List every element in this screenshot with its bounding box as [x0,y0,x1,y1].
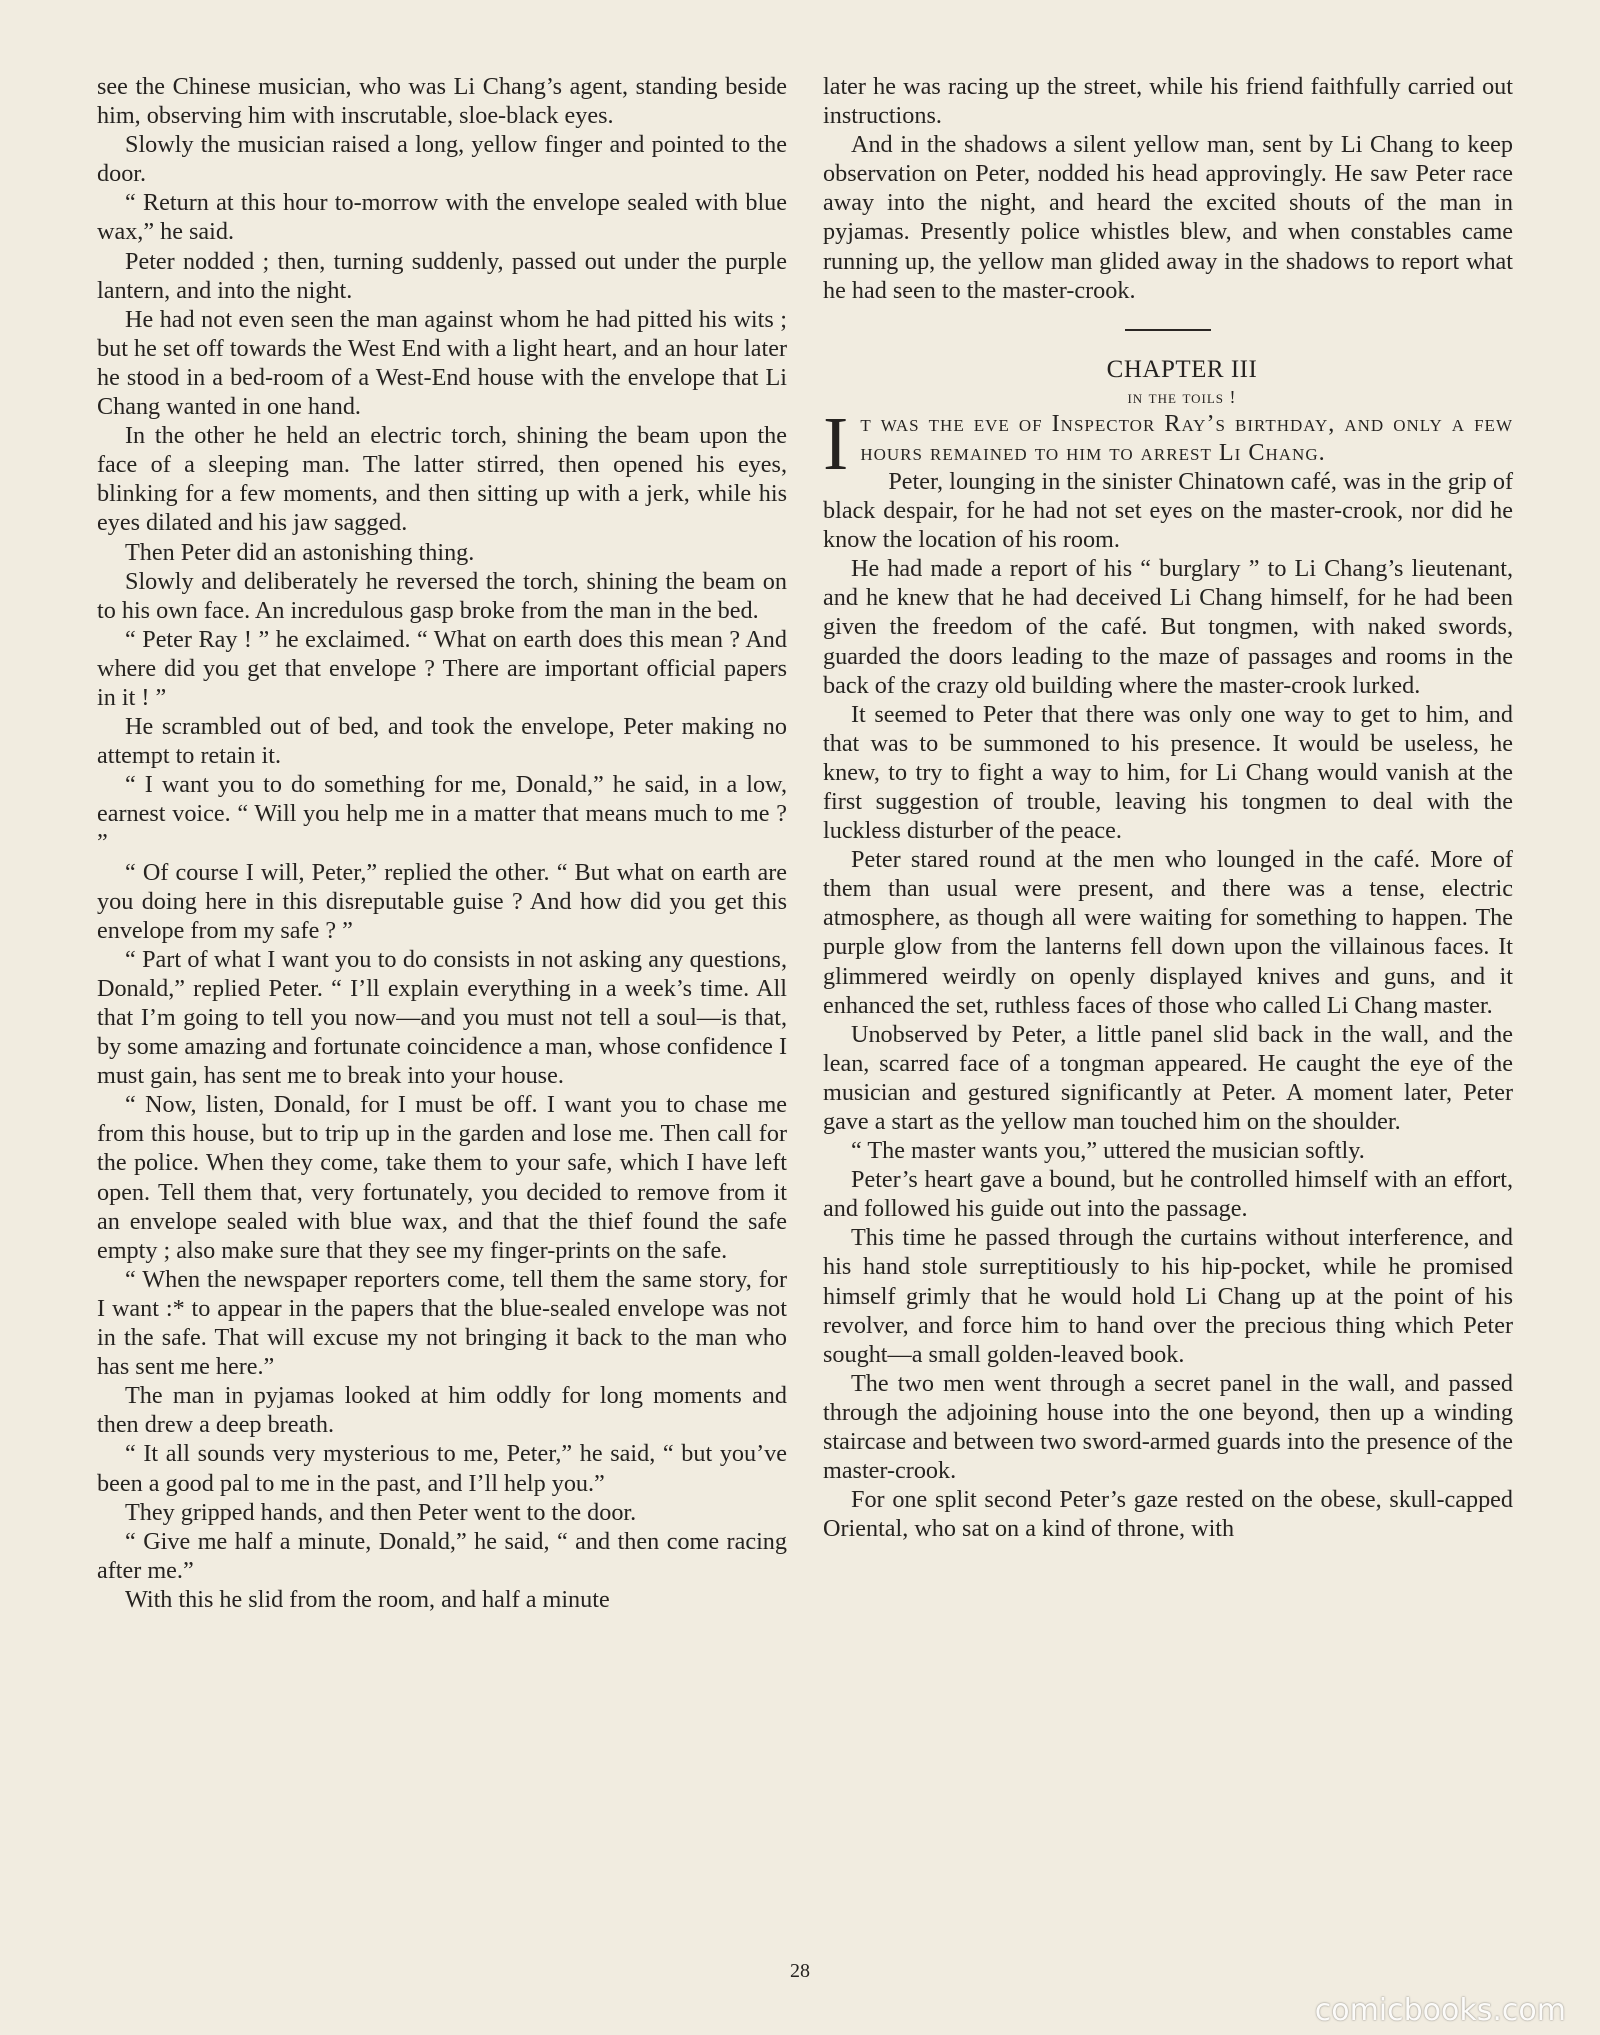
paragraph: And in the shadows a silent yellow man, sent by Li Chang to keep observation on Peter, nodded his head approvingly. He saw Peter race away into the night, and heard the excited shouts of the man in pyjamas. Presently police whistles blew, and when constables came running up, the yellow man glided away in the shadows to report what he had seen to the master-crook. [823,131,1513,304]
chapter-title: CHAPTER III [1106,355,1258,383]
paragraph: This time he passed through the curtains without interference, and his hand stole surreptitiously to his hip-pocket, while he promised himself grimly that he would hold Li Chang up at the point of his revolver, and force him to hand over the precious thing which Peter sought—a small golden-leaved book. [823,1224,1513,1368]
drop-cap: I [823,401,849,486]
paragraph: With this he slid from the room, and half a minute [125,1585,610,1613]
chapter-subtitle: in the toils ! [1127,386,1237,407]
right-column-bottom-text [823,467,1513,1543]
paragraph: He had made a report of his “ burglary ” to Li Chang’s lieutenant, and he knew that he had deceived Li Chang himself, for he had been given the freedom of the café. But tongmen, with naked swords, guarded the doors leading to the maze of passages and rooms in the back of the crazy old building where the master-crook lurked. [823,555,1513,699]
paragraph: The man in pyjamas looked at him oddly for long moments and then drew a deep breath. [97,1382,787,1439]
paragraph: It seemed to Peter that there was only one way to get to him, and that was to be summoned to his presence. It would be useless, he knew, to try to fight a way to him, for Li Chang would vanish at the first suggestion of trouble, leaving his tongmen to deal with the luckless disturber of the peace. [823,700,1513,845]
paragraph: Slowly the musician raised a long, yellow finger and pointed to the door. [97,131,787,188]
section-divider [1125,329,1211,331]
paragraph: He scrambled out of bed, and took the envelope, Peter making no attempt to retain it. [97,713,787,770]
paragraph: “ Of course I will, Peter,” replied the other. “ But what on earth are you doing here in this disreputable guise ? And how did you get this envelope from my safe ? ” [97,858,787,944]
left-column [97,72,787,1614]
paragraph: “ Give me half a minute, Donald,” he said, “ and then come racing after me.” [97,1527,787,1584]
paragraph: “ Peter Ray ! ” he exclaimed. “ What on earth does this mean ? And where did you get that envelope ? There are important official papers in it ! ” [97,625,787,711]
paragraph: For one split second Peter’s gaze rested on the obese, skull-capped Oriental, who sat on a kind of throne, with [823,1486,1513,1543]
paragraph: see the Chinese musician, who was Li Chang’s agent, standing beside him, observing him with inscrutable, sloe-black eyes. [97,73,787,130]
paragraph: He had not even seen the man against whom he had pitted his wits ; but he set off towards the West End with a light heart, and an hour later he stood in a bed-room of a West-End house with the envelope that Li Chang wanted in one hand. [97,305,787,421]
paragraph: Peter stared round at the men who lounged in the café. More of them than usual were present, and there was a tense, electric atmosphere, as though all were waiting for something to happen. The purple glow from the lanterns fell down upon the villainous faces. It glimmered weirdly on openly displayed knives and guns, and it enhanced the set, ruthless faces of those who called Li Chang master. [823,846,1513,1019]
paragraph: “ Return at this hour to-morrow with the envelope sealed with blue wax,” he said. [97,189,787,246]
paragraph: Peter’s heart gave a bound, but he controlled himself with an effort, and followed his guide out into the passage. [823,1166,1513,1223]
watermark-logo: comicbooks.com [1314,1993,1566,2028]
paragraph: Then Peter did an astonishing thing. [125,538,475,566]
paragraph: They gripped hands, and then Peter went to the door. [125,1498,637,1526]
paragraph: “ It all sounds very mysterious to me, Peter,” he said, “ but you’ve been a good pal to me in the past, and I’ll help you.” [97,1440,787,1497]
right-column-top-text [823,72,1513,305]
paragraph: “ When the newspaper reporters come, tell them the same story, for I want :* to appear in the papers that the blue-sealed envelope was not in the safe. That will excuse my not bringing it back to the man who has sent me here.” [97,1265,787,1381]
page-number: 28 [790,1960,810,1982]
paragraph: Slowly and deliberately he reversed the torch, shining the beam on to his own face. An incredulous gasp broke from the man in the bed. [97,567,787,624]
paragraph: “ I want you to do something for me, Donald,” he said, in a low, earnest voice. “ Will you help me in a matter that means much to me ? ” [97,771,787,857]
paragraph: Peter nodded ; then, turning suddenly, passed out under the purple lantern, and into the night. [97,247,787,304]
paragraph: later he was racing up the street, while his friend faithfully carried out instructions. [823,73,1513,130]
paragraph: Peter, lounging in the sinister Chinatown café, was in the grip of black despair, for he had not set eyes on the master-crook, nor did he know the location of his room. [823,467,1513,554]
opening-text: t was the eve of Inspector Ray’s birthday, and only a few hours remained to him to arrest Li Chang. [860,409,1513,466]
paragraph: In the other he held an electric torch, shining the beam upon the face of a sleeping man. The latter stirred, then opened his eyes, blinking for a few moments, and then sitting up with a jerk, while his eyes dilated and his jaw sagged. [97,422,787,537]
right-column [823,72,1513,1543]
paragraph: “ Part of what I want you to do consists in not asking any questions, Donald,” replied Peter. “ I’ll explain everything in a week’s time. All that I’m going to tell you now—and you must not tell a soul—is that, by some amazing and fortunate coincidence a man, whose confidence I must gain, has sent me to break into your house. [97,945,787,1090]
paragraph: “ Now, listen, Donald, for I must be off. I want you to chase me from this house, but to trip up in the garden and lose me. Then call for the police. When they come, take them to your safe, which I have left open. Tell them that, very fortunately, you decided to remove from it an envelope sealed with blue wax, and that the thief found the safe empty ; also make sure that they see my finger-prints on the safe. [97,1091,787,1264]
paragraph: Unobserved by Peter, a little panel slid back in the wall, and the lean, scarred face of a tongman appeared. He caught the eye of the musician and gestured significantly at Peter. A moment later, Peter gave a start as the yellow man touched him on the shoulder. [823,1020,1513,1135]
paragraph: “ The master wants you,” uttered the musician softly. [851,1137,1365,1165]
paragraph: The two men went through a secret panel in the wall, and passed through the adjoining house into the one beyond, then up a winding staircase and between two sword-armed guards into the presence of the master-crook. [823,1369,1513,1485]
chapter-opening-paragraph [823,401,1513,486]
